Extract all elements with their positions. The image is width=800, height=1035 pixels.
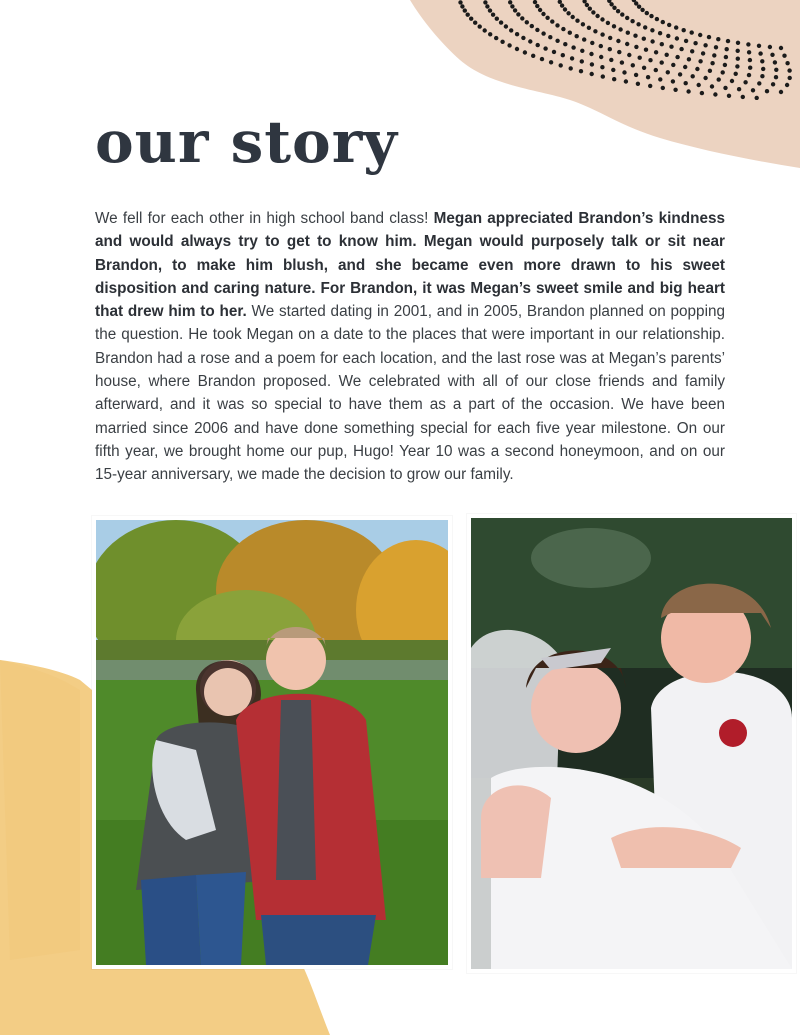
dot xyxy=(508,0,512,4)
dot xyxy=(521,36,525,40)
dot xyxy=(515,32,519,36)
story-highlight: Megan appreciated Brandon’s kindness and would always try to get to know him. Megan would purposely talk or sit near Brandon, to make him blush, and she became even more drawn to his sweet disposition and caring nature. For Brandon, it was Megan’s sweet smile and big heart that drew him to her. xyxy=(95,210,725,321)
dot xyxy=(495,17,499,21)
dot xyxy=(520,16,524,20)
dot xyxy=(690,49,694,53)
dot xyxy=(575,34,579,38)
dot xyxy=(563,7,567,11)
dot xyxy=(748,66,752,70)
dot xyxy=(523,50,527,54)
dot xyxy=(686,89,690,93)
dot xyxy=(721,70,725,74)
dot xyxy=(504,24,508,28)
dot xyxy=(541,12,545,16)
dot xyxy=(636,22,640,26)
dot xyxy=(516,12,520,16)
dot xyxy=(661,86,665,90)
dot xyxy=(540,57,544,61)
dot xyxy=(716,37,720,41)
dot xyxy=(561,53,565,57)
dot xyxy=(714,45,718,49)
dot xyxy=(666,34,670,38)
dot xyxy=(648,58,652,62)
dot xyxy=(570,56,574,60)
dot xyxy=(548,35,552,39)
dot xyxy=(698,59,702,63)
dot xyxy=(675,55,679,59)
dot xyxy=(736,49,740,53)
dot xyxy=(768,45,772,49)
dot xyxy=(660,60,664,64)
dot xyxy=(633,34,637,38)
story-rest: We started dating in 2001, and in 2005, Brandon planned on popping the question. He took Megan on a date to the places that were important in our relationship. Brandon had a rose and a poem for each location, and the last rose was at Megan’s parents’ house, where Brandon proposed. We celebrated with all of our close friends and family afterward, and it was so special to have them as a part of the occasion. We have been married since 2006 and have done something special for each five year milestone. On our fifth year, we brought home our pup, Hugo! Year 10 was a second honeymoon, and on our 15-year anniversary, we made the decision to grow our family. xyxy=(95,303,725,484)
dot xyxy=(509,28,513,32)
dot xyxy=(700,91,704,95)
dot xyxy=(552,50,556,54)
dot xyxy=(488,8,492,12)
dot xyxy=(595,14,599,18)
story-paragraph xyxy=(95,207,725,487)
dot xyxy=(513,8,517,12)
dot xyxy=(735,64,739,68)
dot xyxy=(620,12,624,16)
dot xyxy=(491,13,495,17)
dot xyxy=(549,60,553,64)
dot xyxy=(608,47,612,51)
dot xyxy=(536,43,540,47)
dot xyxy=(625,42,629,46)
dot xyxy=(591,10,595,14)
dot xyxy=(658,77,662,81)
dot xyxy=(691,74,695,78)
dot xyxy=(515,47,519,51)
dot xyxy=(650,39,654,43)
dot xyxy=(483,28,487,32)
dot xyxy=(726,39,730,43)
dot xyxy=(460,4,464,8)
dot xyxy=(624,79,628,83)
dot xyxy=(774,75,778,79)
dot xyxy=(563,42,567,46)
dot xyxy=(698,33,702,37)
dot xyxy=(737,87,741,91)
dot xyxy=(609,58,613,62)
dot xyxy=(642,37,646,41)
dot xyxy=(606,21,610,25)
dot xyxy=(643,25,647,29)
dot xyxy=(575,19,579,23)
dot xyxy=(622,70,626,74)
dot xyxy=(463,8,467,12)
dot xyxy=(773,60,777,64)
dot xyxy=(741,95,745,99)
couple-fall-park-photo xyxy=(92,516,452,969)
dot xyxy=(494,36,498,40)
dot xyxy=(593,29,597,33)
dot xyxy=(458,0,462,4)
dot xyxy=(571,45,575,49)
dot xyxy=(558,0,562,4)
dot xyxy=(571,15,575,19)
dot xyxy=(697,83,701,87)
dot xyxy=(560,3,564,7)
dot xyxy=(684,39,688,43)
dot xyxy=(618,27,622,31)
dot xyxy=(561,27,565,31)
dot xyxy=(717,77,721,81)
dot xyxy=(634,1,638,5)
dot xyxy=(599,55,603,59)
dot xyxy=(608,36,612,40)
dot xyxy=(666,70,670,74)
dot xyxy=(695,67,699,71)
dot xyxy=(541,31,545,35)
dot xyxy=(679,47,683,51)
dot xyxy=(687,57,691,61)
dot xyxy=(771,82,775,86)
dot xyxy=(469,17,473,21)
story-intro: We fell for each other in high school band class! xyxy=(95,210,434,227)
dot xyxy=(693,41,697,45)
dot xyxy=(724,55,728,59)
dot xyxy=(569,66,573,70)
dot xyxy=(582,37,586,41)
dot xyxy=(612,77,616,81)
dot xyxy=(674,25,678,29)
dot xyxy=(617,50,621,54)
dot xyxy=(683,65,687,69)
dot xyxy=(616,39,620,43)
dot xyxy=(760,59,764,63)
dot xyxy=(500,40,504,44)
dot xyxy=(473,21,477,25)
dot xyxy=(690,30,694,34)
dot xyxy=(671,63,675,67)
dot xyxy=(710,61,714,65)
dot xyxy=(644,48,648,52)
dot xyxy=(684,81,688,85)
dot xyxy=(774,68,778,72)
dot xyxy=(642,66,646,70)
dot xyxy=(634,45,638,49)
dot xyxy=(507,43,511,47)
dot xyxy=(535,28,539,32)
dot xyxy=(600,17,604,21)
dot xyxy=(627,53,631,57)
dot xyxy=(785,83,789,87)
dot xyxy=(747,73,751,77)
dot xyxy=(710,84,714,88)
dot xyxy=(478,24,482,28)
dot xyxy=(748,58,752,62)
dot xyxy=(673,88,677,92)
dot xyxy=(581,22,585,26)
dot xyxy=(770,53,774,57)
dot xyxy=(713,92,717,96)
dot xyxy=(550,19,554,23)
dot xyxy=(765,89,769,93)
dot xyxy=(751,88,755,92)
dot xyxy=(757,81,761,85)
dot xyxy=(530,24,534,28)
dot xyxy=(637,5,641,9)
dot xyxy=(671,79,675,83)
dot xyxy=(678,72,682,76)
dot xyxy=(528,39,532,43)
dot xyxy=(640,8,644,12)
dot xyxy=(630,19,634,23)
dot xyxy=(625,16,629,20)
dot xyxy=(667,23,671,27)
dot xyxy=(665,53,669,57)
dot xyxy=(499,20,503,24)
dot xyxy=(650,28,654,32)
dot xyxy=(649,14,653,18)
dot xyxy=(707,35,711,39)
dot xyxy=(736,41,740,45)
dot xyxy=(645,11,649,15)
dot xyxy=(612,24,616,28)
dot xyxy=(531,54,535,58)
wedding-day-photo xyxy=(467,514,796,973)
dot xyxy=(661,20,665,24)
dot xyxy=(590,62,594,66)
dot xyxy=(747,50,751,54)
dot xyxy=(638,56,642,60)
dot xyxy=(708,69,712,73)
dot xyxy=(730,79,734,83)
dot xyxy=(533,0,537,4)
dot xyxy=(488,32,492,36)
dot xyxy=(723,86,727,90)
dot xyxy=(580,59,584,63)
dot xyxy=(723,63,727,67)
dot xyxy=(555,23,559,27)
dot xyxy=(725,47,729,51)
dot xyxy=(782,54,786,58)
dot xyxy=(675,36,679,40)
dot xyxy=(787,68,791,72)
dot xyxy=(712,53,716,57)
dot xyxy=(589,52,593,56)
dot xyxy=(626,31,630,35)
dot xyxy=(510,4,514,8)
dot xyxy=(590,41,594,45)
dot xyxy=(620,60,624,64)
dotted-arc-pattern xyxy=(370,0,800,100)
dot xyxy=(601,74,605,78)
dot xyxy=(525,20,529,24)
dot xyxy=(631,63,635,67)
dot xyxy=(590,72,594,76)
dot xyxy=(758,51,762,55)
dot xyxy=(779,90,783,94)
dot xyxy=(757,44,761,48)
dot xyxy=(588,7,592,11)
dot xyxy=(611,68,615,72)
dot xyxy=(535,4,539,8)
dot xyxy=(579,69,583,73)
dot xyxy=(785,61,789,65)
dot xyxy=(616,9,620,13)
dot xyxy=(538,8,542,12)
dot xyxy=(545,16,549,20)
dot xyxy=(701,51,705,55)
dot xyxy=(580,49,584,53)
dot xyxy=(654,68,658,72)
dot xyxy=(555,39,559,43)
dot xyxy=(600,32,604,36)
dot xyxy=(612,6,616,10)
dot xyxy=(655,17,659,21)
dot xyxy=(743,80,747,84)
dot xyxy=(703,76,707,80)
dot xyxy=(660,42,664,46)
dot xyxy=(483,0,487,4)
dot xyxy=(746,42,750,46)
dot xyxy=(634,73,638,77)
dot xyxy=(658,31,662,35)
dot xyxy=(568,31,572,35)
dot xyxy=(646,75,650,79)
dot xyxy=(727,94,731,98)
dot xyxy=(654,50,658,54)
dot xyxy=(788,76,792,80)
dot xyxy=(585,3,589,7)
dot xyxy=(559,63,563,67)
dot xyxy=(648,84,652,88)
dot xyxy=(636,82,640,86)
dot xyxy=(599,44,603,48)
dot xyxy=(600,65,604,69)
dot xyxy=(485,4,489,8)
dot xyxy=(543,46,547,50)
dot xyxy=(609,2,613,6)
dot xyxy=(760,74,764,78)
dot xyxy=(566,11,570,15)
dot xyxy=(779,46,783,50)
dot xyxy=(466,13,470,17)
dot xyxy=(682,28,686,32)
dot xyxy=(755,96,759,100)
dot xyxy=(587,26,591,30)
dot xyxy=(669,45,673,49)
dot xyxy=(734,72,738,76)
page-title: our story xyxy=(95,108,398,176)
dot xyxy=(761,67,765,71)
dot xyxy=(736,57,740,61)
dot xyxy=(703,43,707,47)
